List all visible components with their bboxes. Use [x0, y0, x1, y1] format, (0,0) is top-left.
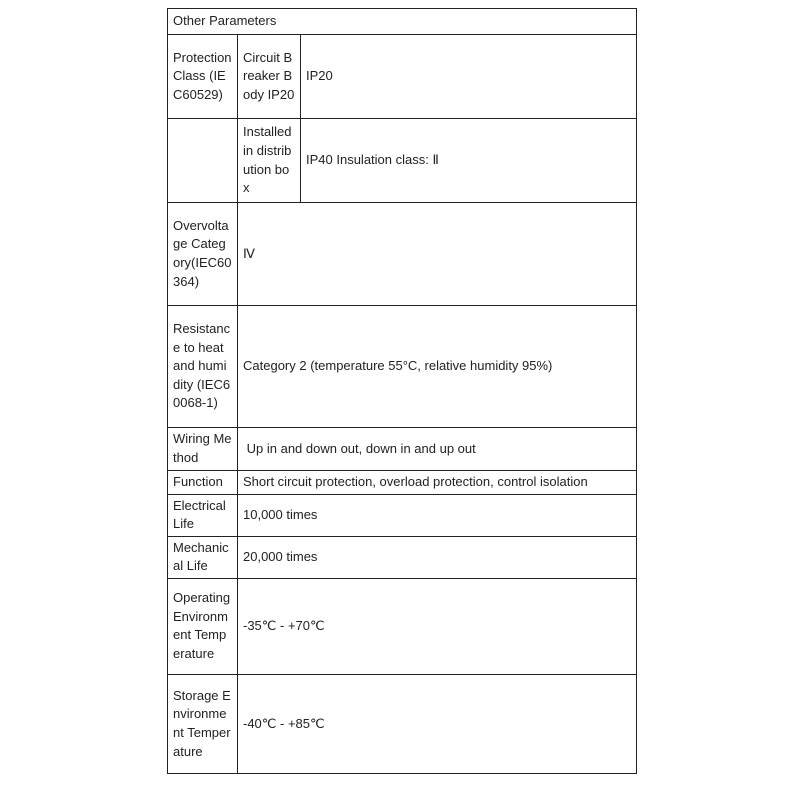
protection-condition-box: Installed in distribution box [238, 119, 301, 203]
row-value: 10,000 times [238, 494, 637, 536]
row-value: Up in and down out, down in and up out [238, 428, 637, 471]
table-header-row [168, 9, 637, 35]
protection-condition-body: Circuit Breaker Body IP20 [238, 35, 301, 119]
row-value: Category 2 (temperature 55°C, relative humidity 95%) [238, 306, 637, 428]
table-row [168, 536, 637, 578]
parameters-table [167, 8, 637, 774]
row-value: 20,000 times [238, 536, 637, 578]
row-label: Storage Environment Temperature [168, 674, 238, 773]
row-label: Function [168, 471, 238, 495]
table-row [168, 428, 637, 471]
row-label: Wiring Method [168, 428, 238, 471]
table-row [168, 578, 637, 674]
row-value: Short circuit protection, overload protection, control isolation [238, 471, 637, 495]
row-label: Mechanical Life [168, 536, 238, 578]
row-value: -35℃ - +70℃ [238, 578, 637, 674]
table-row [168, 119, 637, 203]
row-label: Overvoltage Category(IEC60364) [168, 203, 238, 306]
table-row [168, 674, 637, 773]
protection-value-body: IP20 [301, 35, 637, 119]
table-header: Other Parameters [168, 9, 637, 35]
table-row [168, 471, 637, 495]
empty-cell [168, 119, 238, 203]
table-row [168, 203, 637, 306]
row-label: Electrical Life [168, 494, 238, 536]
row-label: Resistance to heat and humidity (IEC60068-1) [168, 306, 238, 428]
table-row [168, 306, 637, 428]
table-row [168, 35, 637, 119]
protection-class-label: Protection Class (IEC60529) [168, 35, 238, 119]
row-value: -40℃ - +85℃ [238, 674, 637, 773]
row-label: Operating Environment Temperature [168, 578, 238, 674]
protection-value-box: IP40 Insulation class: Ⅱ [301, 119, 637, 203]
row-value: Ⅳ [238, 203, 637, 306]
table-row [168, 494, 637, 536]
